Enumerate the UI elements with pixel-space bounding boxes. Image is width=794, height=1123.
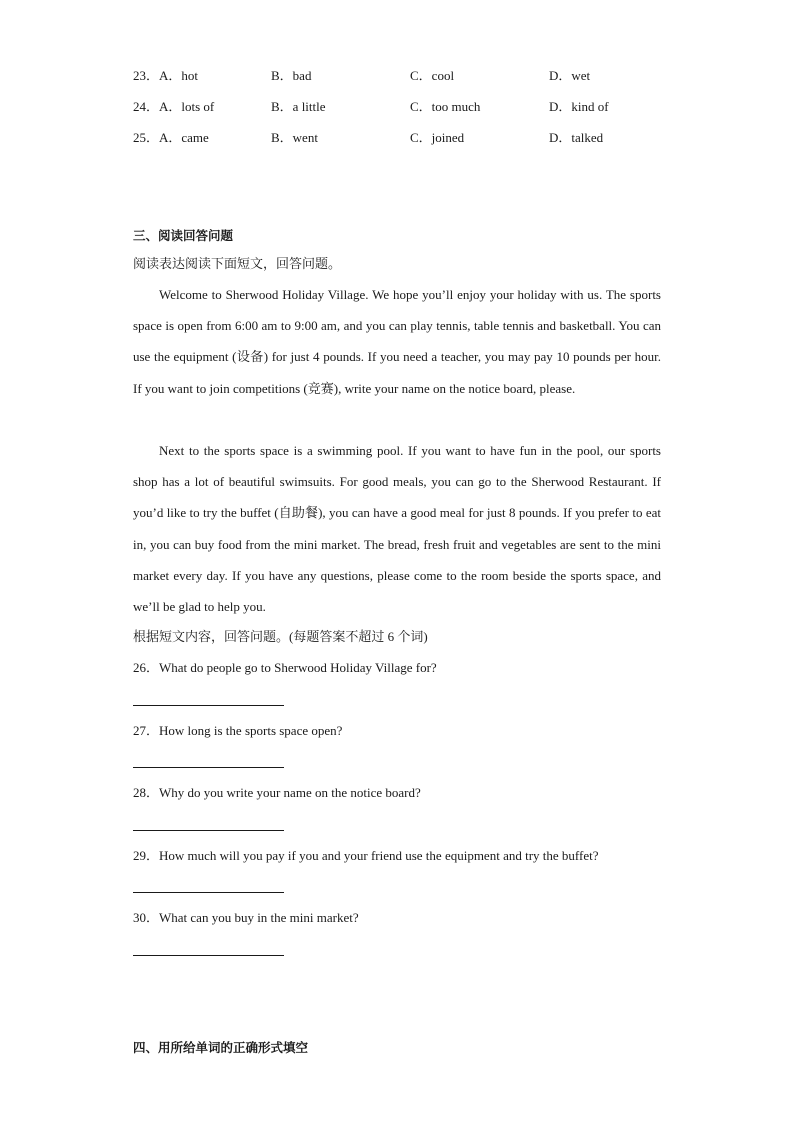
question-28: 28．Why do you write your name on the notice board? — [133, 785, 421, 800]
answer-line-29[interactable] — [133, 892, 284, 893]
option-b: B．went — [271, 130, 318, 145]
option-d: D．talked — [549, 130, 604, 145]
option-b: B．a little — [271, 99, 326, 114]
question-number: 23． — [133, 68, 160, 83]
option-a: A．hot — [159, 68, 199, 83]
question-number: 25． — [133, 130, 160, 145]
section-3-intro: 阅读表达阅读下面短文，回答问题。 — [133, 256, 342, 271]
option-d: D．wet — [549, 68, 591, 83]
option-a: A．lots of — [159, 99, 215, 114]
option-d: D．kind of — [549, 99, 609, 114]
section-4-title: 四、用所给单词的正确形式填空 — [133, 1040, 309, 1055]
option-a: A．came — [159, 130, 209, 145]
question-26: 26．What do people go to Sherwood Holiday Village for? — [133, 660, 437, 675]
answer-instruction: 根据短文内容，回答问题。(每题答案不超过 6 个词) — [133, 629, 428, 644]
option-row-24 — [133, 97, 693, 117]
answer-line-27[interactable] — [133, 767, 284, 768]
answer-line-30[interactable] — [133, 955, 284, 956]
option-c: C．cool — [410, 68, 455, 83]
question-29: 29．How much will you pay if you and your friend use the equipment and try the buffet? — [133, 848, 599, 863]
passage-paragraph-2: Next to the sports space is a swimming pool. If you want to have fun in the pool, our sports shop has a lot of beautiful swimsuits. For good meals, you can go to the Sherwood Restaurant. If you’d like to try the buffet (自助餐), you can have a good meal for just 8 pounds. If you prefer to eat in, you can buy food from the mini market. The bread, fresh fruit and vegetables are sent to the mini market every day. If you have any questions, please come to the room beside the sports space, and we’ll be glad to help you. — [133, 443, 661, 615]
answer-line-26[interactable] — [133, 705, 284, 706]
option-row-23 — [133, 66, 693, 86]
option-b: B．bad — [271, 68, 312, 83]
question-30: 30．What can you buy in the mini market? — [133, 910, 359, 925]
answer-line-28[interactable] — [133, 830, 284, 831]
option-c: C．joined — [410, 130, 465, 145]
section-3-title: 三、阅读回答问题 — [133, 228, 234, 243]
question-27: 27．How long is the sports space open? — [133, 723, 343, 738]
option-row-25 — [133, 128, 693, 148]
passage-paragraph-1: Welcome to Sherwood Holiday Village. We hope you’ll enjoy your holiday with us. The sports space is open from 6:00 am to 9:00 am, and you can play tennis, table tennis and basketball. You can use the equipment (设备) for just 4 pounds. If you need a teacher, you may pay 10 pounds per hour. If you want to join competitions (竞赛), write your name on the notice board, please. — [133, 287, 661, 396]
question-number: 24． — [133, 99, 160, 114]
option-c: C．too much — [410, 99, 481, 114]
